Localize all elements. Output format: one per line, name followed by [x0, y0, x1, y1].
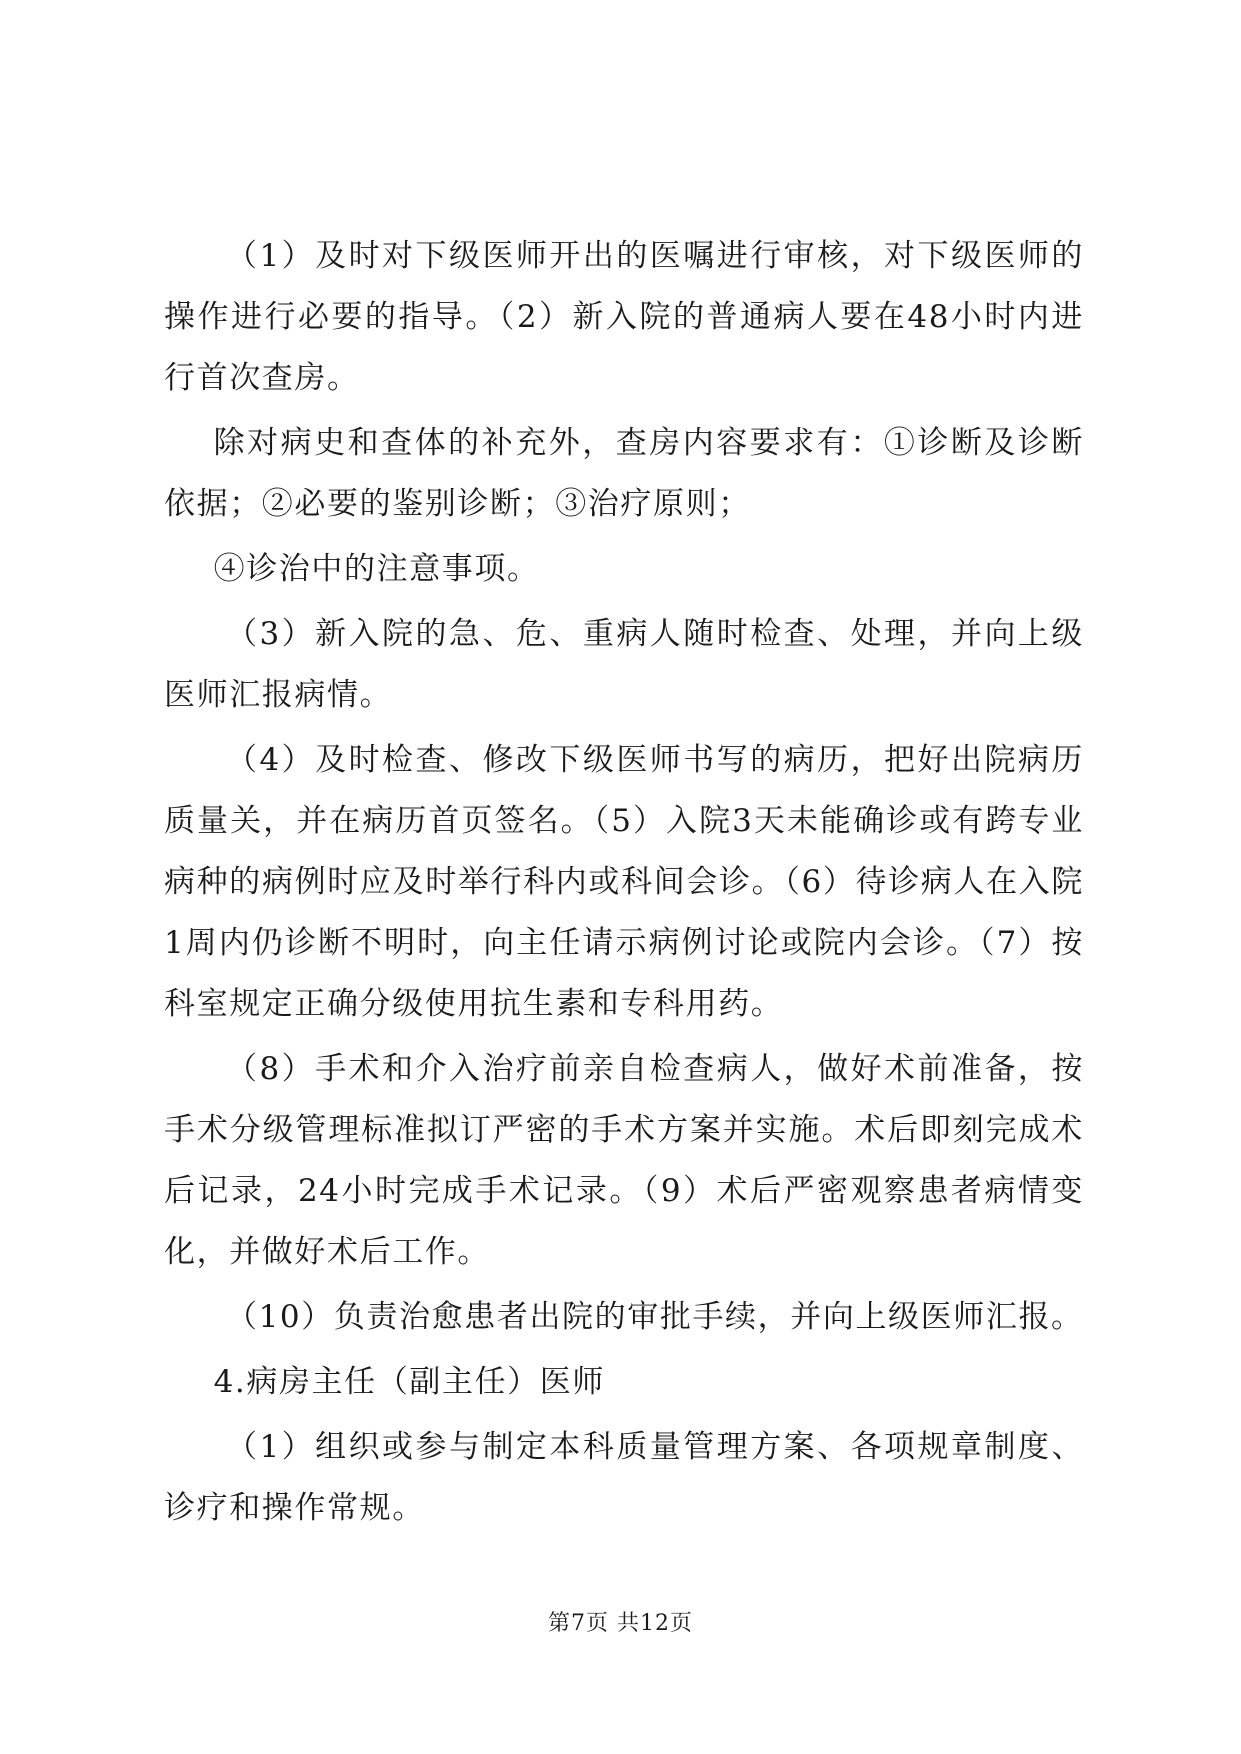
paragraph-5: （4）及时检查、修改下级医师书写的病历，把好出院病历质量关，并在病历首页签名。（5）入院3天未能确诊或有跨专业病种的病例时应及时举行科内或科间会诊。（6）待诊病人在入院1周内仍诊断不明时，向主任请示病例讨论或院内会诊。（7）按科室规定正确分级使用抗生素和专科用药。	[164, 742, 1084, 1022]
paragraph-2: 除对病史和查体的补充外，查房内容要求有：①诊断及诊断依据；②必要的鉴别诊断；③治疗原则；	[164, 425, 1084, 522]
paragraph-1: （1）及时对下级医师开出的医嘱进行审核，对下级医师的操作进行必要的指导。（2）新入院的普通病人要在48小时内进行首次查房。	[164, 238, 1084, 396]
paragraph-4: （3）新入院的急、危、重病人随时检查、处理，并向上级医师汇报病情。	[164, 616, 1084, 713]
document-body	[164, 226, 1084, 1543]
paragraph-8: （1）组织或参与制定本科质量管理方案、各项规章制度、诊疗和操作常规。	[164, 1429, 1084, 1526]
paragraph-7: （10）负责治愈患者出院的审批手续，并向上级医师汇报。	[226, 1299, 1084, 1335]
page-footer: 第7页 共12页	[548, 1611, 693, 1636]
paragraph-6: （8）手术和介入治疗前亲自检查病人，做好术前准备，按手术分级管理标准拟订严密的手术方案并实施。术后即刻完成术后记录，24小时完成手术记录。（9）术后严密观察患者病情变化，并做好术后工作。	[164, 1051, 1084, 1270]
paragraph-3: ④诊治中的注意事项。	[213, 551, 540, 587]
section-heading: 4.病房主任（副主任）医师	[213, 1364, 605, 1400]
